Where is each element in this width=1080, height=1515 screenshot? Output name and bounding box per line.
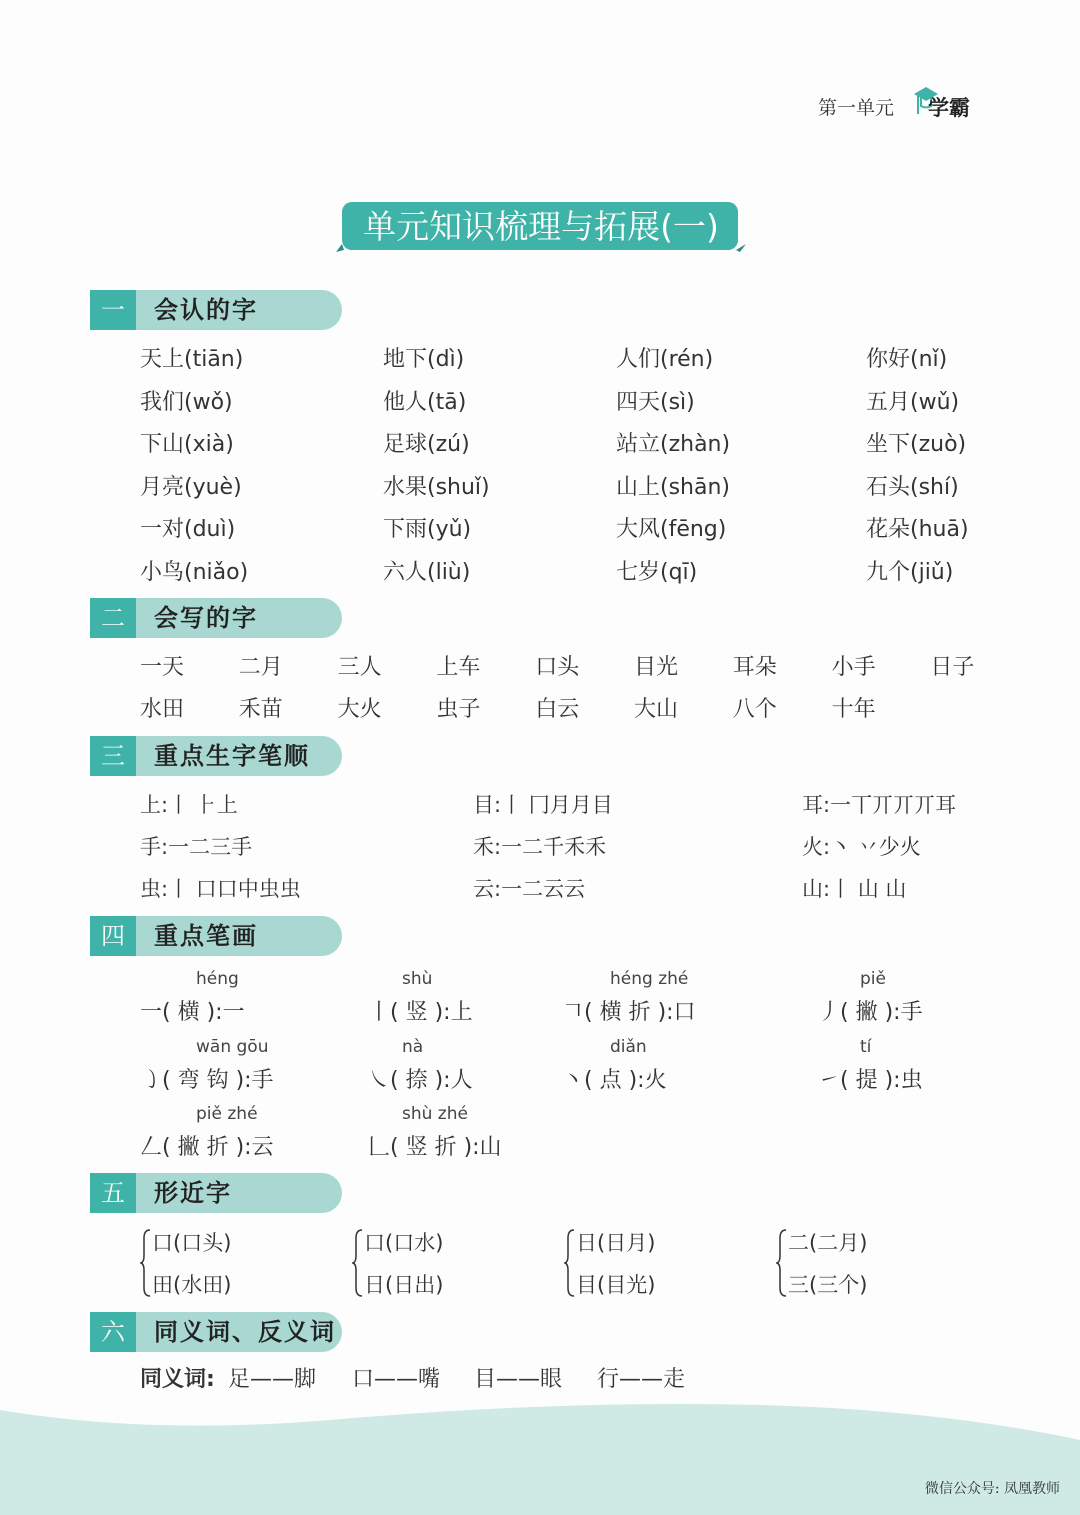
similar-char-item: 日(日出) [364, 1273, 444, 1297]
section-header-key-strokes [90, 916, 342, 956]
recognize-word: 花朵(huā) [866, 517, 969, 542]
section-number: 二 [90, 598, 136, 638]
write-word: 大山 [634, 697, 679, 722]
similar-char-item: 田(水田) [152, 1273, 232, 1297]
stroke-order-item: 上:丨 ⺊上 [140, 793, 238, 817]
stroke-entry: 丶( 点 ):火 [562, 1067, 667, 1093]
stroke-order-item: 手:一二三手 [140, 835, 253, 859]
recognize-word: 水果(shuǐ) [383, 474, 490, 500]
stroke-entry: 𠃊( 竖 折 ):山 [368, 1135, 502, 1160]
section-header-synonyms [90, 1312, 342, 1352]
recognize-word: 山上(shān) [616, 474, 730, 500]
section-header-similar-chars [90, 1173, 342, 1213]
stroke-entry: ㇏( 捺 ):人 [368, 1067, 473, 1093]
page-title-banner [336, 200, 746, 258]
stroke-entry: 丿( 撇 ):手 [818, 1000, 923, 1025]
recognize-word: 九个(jiǔ) [866, 559, 954, 585]
recognize-word: 我们(wǒ) [140, 389, 233, 415]
stroke-entry: 𠃋( 撇 折 ):云 [140, 1135, 274, 1160]
section-header-recognize [90, 290, 342, 330]
section-title: 会认的字 [154, 296, 258, 324]
section-title: 重点生字笔顺 [154, 742, 310, 770]
recognize-word: 小鸟(niǎo) [140, 559, 249, 585]
recognize-word: 七岁(qī) [616, 559, 698, 585]
section-title: 同义词、反义词 [154, 1318, 336, 1346]
recognize-word: 月亮(yuè) [140, 474, 242, 500]
synonym-pair: 行——走 [597, 1367, 686, 1392]
stroke-order-item: 虫:丨 口口中虫虫 [140, 877, 301, 901]
page-title: 单元知识梳理与拓展(一) [363, 207, 719, 246]
brace-icon [776, 1228, 788, 1298]
stroke-order-item: 耳:一丅丌丌丌耳 [802, 793, 957, 817]
section-number: 四 [90, 916, 136, 956]
write-word: 一天 [140, 655, 185, 680]
write-word: 八个 [732, 697, 777, 722]
recognize-word: 大风(fēng) [616, 517, 727, 542]
footer-credit: 微信公众号: 凤凰教师 [924, 1481, 1060, 1497]
write-word: 二月 [238, 655, 283, 680]
unit-label: 第一单元 [818, 97, 895, 119]
write-word: 白云 [535, 697, 580, 722]
recognize-word: 坐下(zuò) [866, 432, 967, 457]
write-word: 虫子 [436, 697, 481, 722]
stroke-entry: ㇁( 弯 钩 ):手 [140, 1067, 274, 1093]
section-header-stroke-order [90, 736, 342, 776]
stroke-pinyin: piě zhé [196, 1104, 258, 1124]
similar-char-item: 二(二月) [788, 1231, 868, 1255]
stroke-order-item: 禾:一二千禾禾 [473, 835, 607, 859]
write-word: 禾苗 [238, 697, 283, 722]
recognize-word: 五月(wǔ) [866, 389, 960, 415]
stroke-order-item: 火:丶 丷少火 [802, 835, 921, 859]
stroke-entry: ㇀( 提 ):虫 [818, 1067, 923, 1093]
recognize-word: 六人(liù) [383, 559, 471, 585]
recognize-word: 人们(rén) [616, 347, 714, 372]
write-word: 上车 [436, 655, 481, 680]
brand-logo-text: 学霸 [928, 96, 970, 120]
section-header-write [90, 598, 342, 638]
stroke-pinyin: wān gōu [196, 1036, 269, 1057]
recognize-word: 一对(duì) [140, 517, 236, 542]
write-word: 大火 [337, 697, 382, 722]
section-title: 重点笔画 [154, 922, 258, 950]
stroke-order-item: 云:一二云云 [473, 877, 586, 901]
recognize-word: 足球(zú) [383, 432, 470, 457]
stroke-pinyin: tí [860, 1036, 872, 1057]
similar-char-item: 口(口水) [364, 1231, 444, 1255]
synonym-pair: 足——脚 [228, 1367, 317, 1392]
stroke-pinyin: diǎn [610, 1036, 647, 1057]
similar-char-item: 日(日月) [576, 1231, 656, 1255]
brace-icon [140, 1228, 152, 1298]
write-word: 口头 [535, 655, 580, 680]
brace-icon [352, 1228, 364, 1298]
stroke-order-item: 目:丨 冂月月目 [473, 793, 613, 817]
write-word: 耳朵 [732, 655, 777, 680]
stroke-pinyin: héng [196, 969, 239, 989]
stroke-entry: 𠃍( 横 折 ):口 [562, 1000, 696, 1025]
recognize-word: 他人(tā) [383, 389, 467, 415]
recognize-word: 你好(nǐ) [866, 347, 948, 372]
write-word: 水田 [140, 697, 185, 722]
stroke-order-item: 山:丨 山 山 [802, 877, 907, 901]
stroke-entry: 丨( 竖 ):上 [368, 1000, 473, 1025]
write-word: 十年 [831, 697, 876, 722]
stroke-pinyin: nà [402, 1036, 424, 1057]
synonym-label: 同义词: [140, 1367, 215, 1392]
section-title: 形近字 [154, 1179, 232, 1207]
synonym-pair: 口——嘴 [352, 1367, 441, 1392]
similar-char-item: 口(口头) [152, 1231, 232, 1255]
recognize-word: 石头(shí) [866, 474, 959, 500]
stroke-entry: 一( 横 ):一 [140, 1000, 245, 1025]
stroke-pinyin: héng zhé [610, 969, 689, 989]
recognize-word: 下雨(yǔ) [383, 517, 472, 542]
footer-wave [0, 1380, 1080, 1515]
section-number: 三 [90, 736, 136, 776]
section-number: 五 [90, 1173, 136, 1213]
recognize-word: 下山(xià) [140, 432, 234, 457]
similar-char-item: 目(目光) [576, 1273, 656, 1297]
stroke-pinyin: shù [402, 969, 433, 989]
similar-char-item: 三(三个) [788, 1273, 868, 1297]
write-word: 三人 [337, 655, 382, 680]
recognize-word: 地下(dì) [383, 347, 465, 372]
write-word: 目光 [634, 655, 679, 680]
section-title: 会写的字 [154, 604, 258, 632]
recognize-word: 天上(tiān) [140, 347, 244, 372]
write-word: 日子 [930, 655, 975, 680]
recognize-word: 四天(sì) [616, 389, 695, 415]
write-word: 小手 [831, 655, 876, 680]
stroke-pinyin: piě [860, 969, 886, 989]
section-number: 一 [90, 290, 136, 330]
section-number: 六 [90, 1312, 136, 1352]
recognize-word: 站立(zhàn) [616, 432, 731, 457]
synonym-pair: 目——眼 [474, 1367, 563, 1392]
stroke-pinyin: shù zhé [402, 1104, 468, 1124]
brace-icon [564, 1228, 576, 1298]
